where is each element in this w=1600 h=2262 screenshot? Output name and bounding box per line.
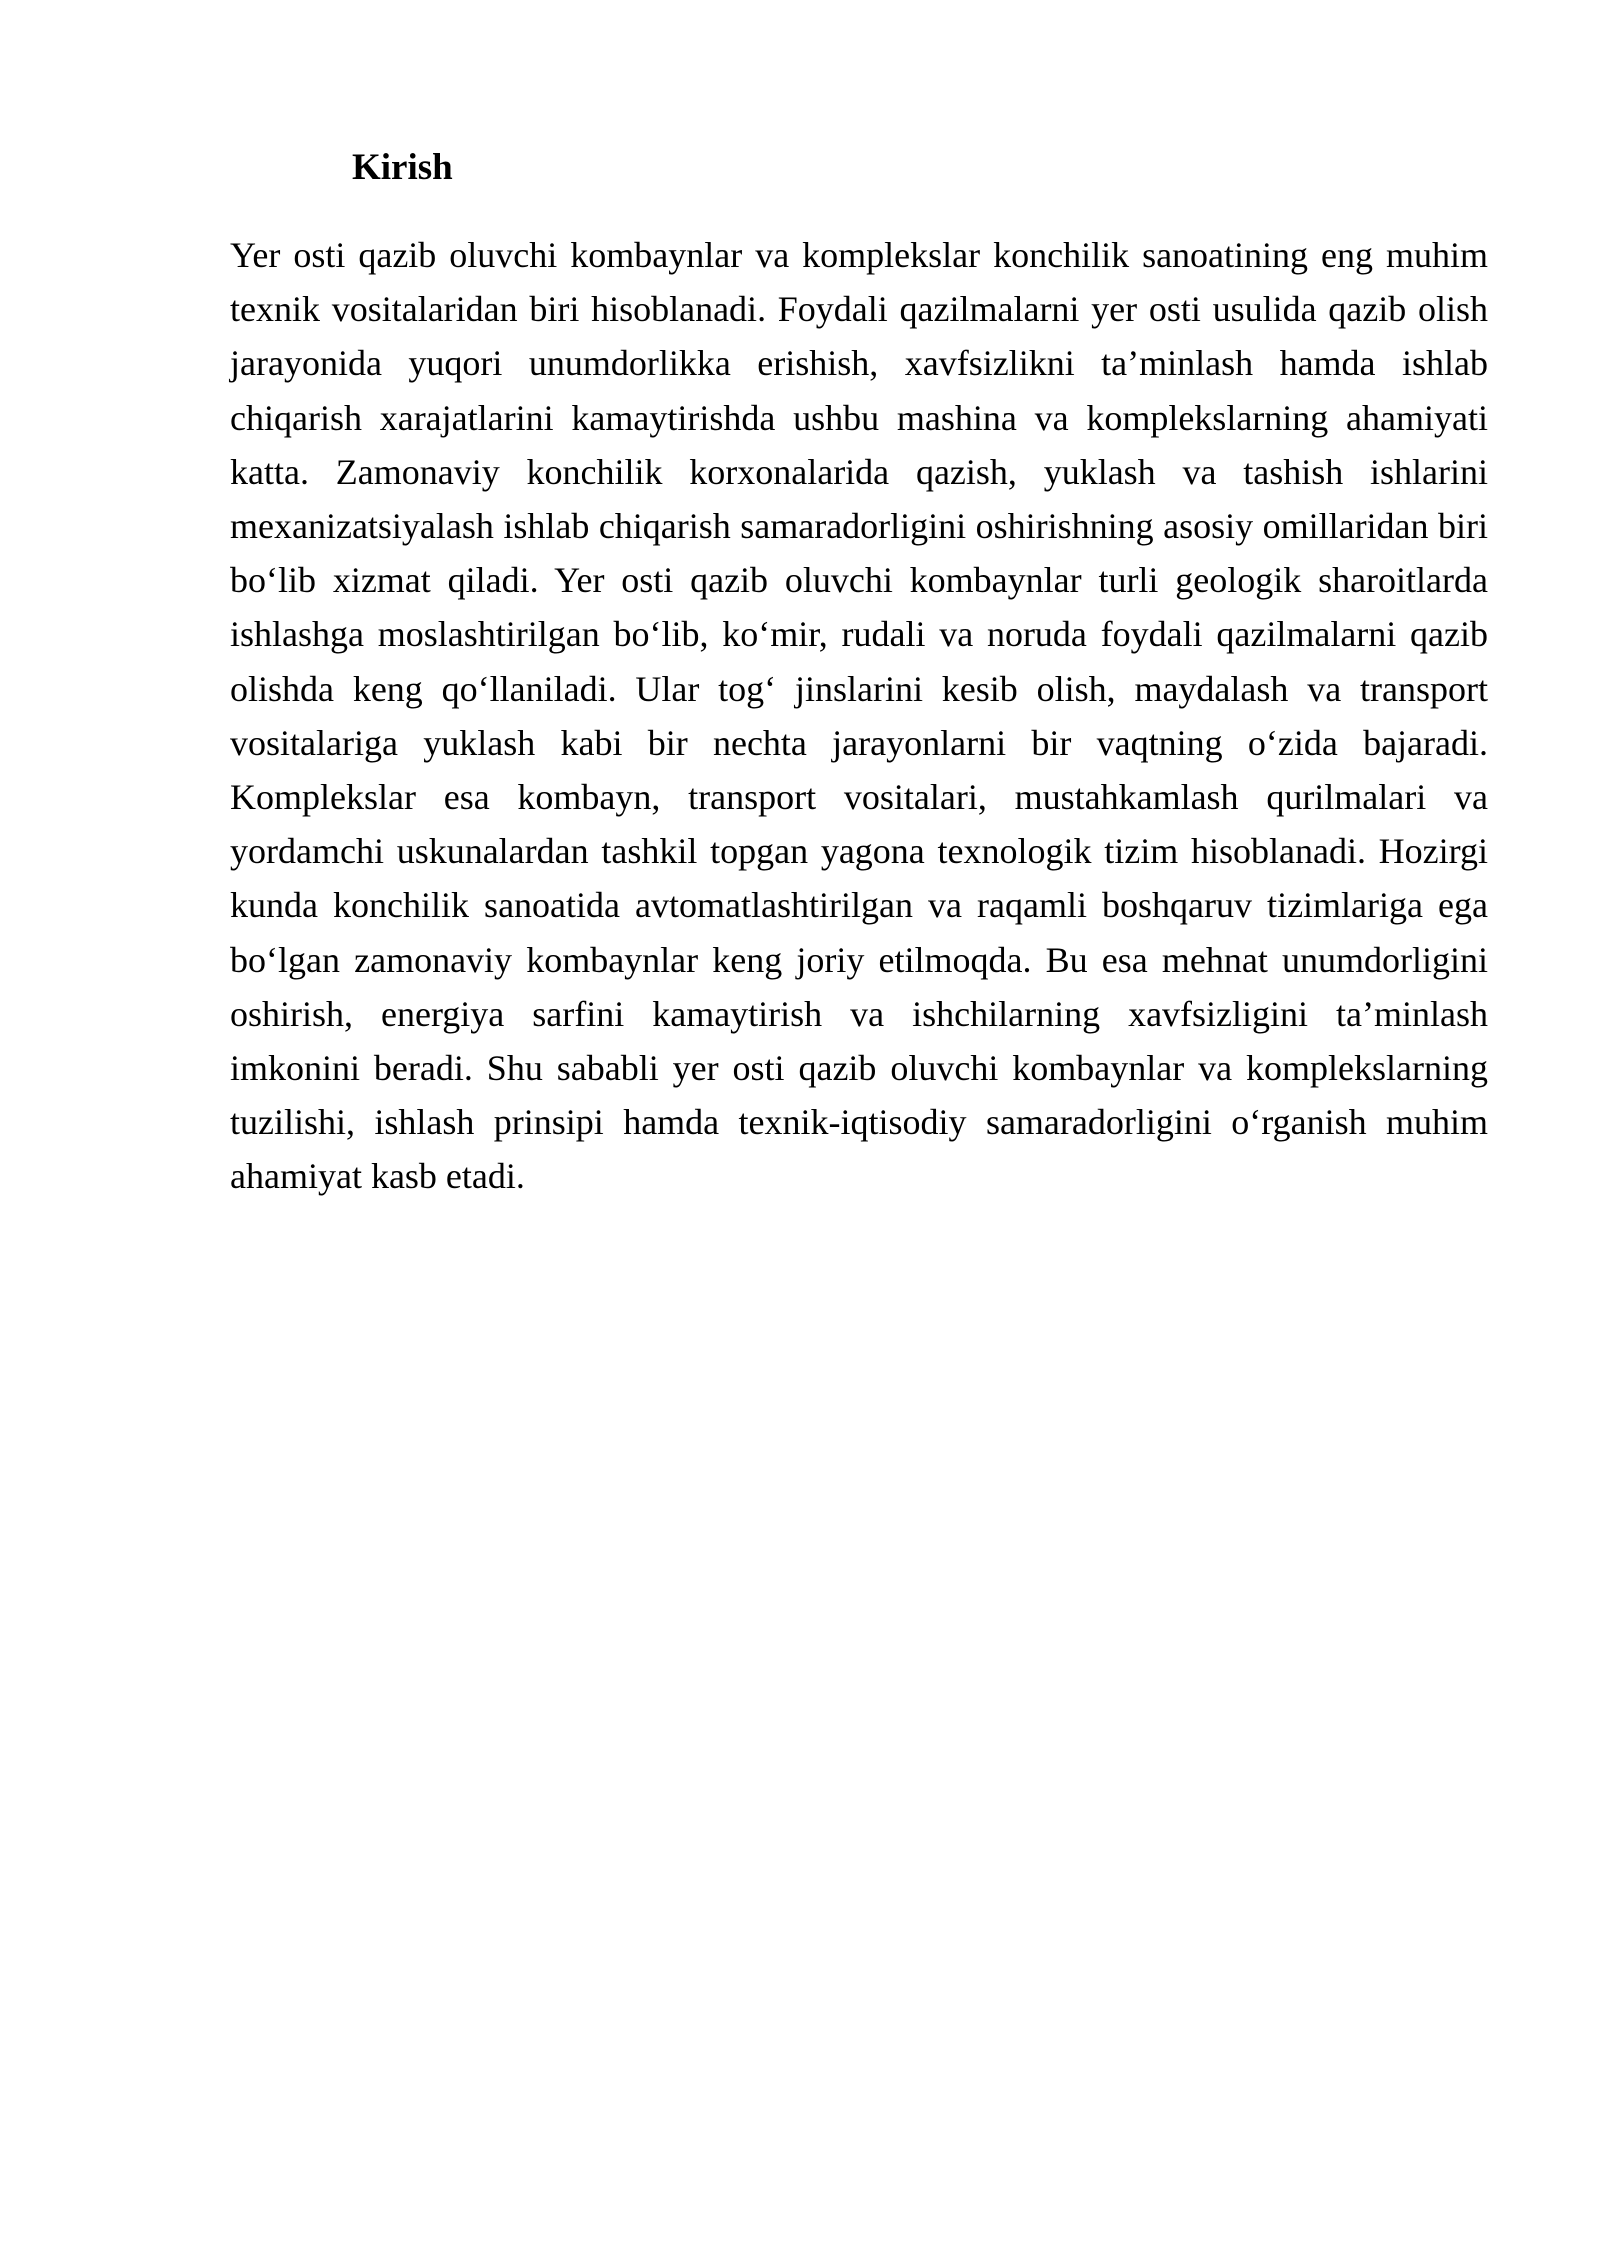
body-paragraph: Yer osti qazib oluvchi kombaynlar va komplekslar konchilik sanoatining eng muhim texnik vositalaridan biri hisoblanadi. Foydali qazilmalarni yer osti usulida qazib olish jarayonida yuqori unumdorlikka erishish, xavfsizlikni ta’minlash hamda ishlab chiqarish xarajatlarini kamaytirishda ushbu mashina va komplekslarning ahamiyati katta. Zamonaviy konchilik korxonalarida qazish, yuklash va tashish ishlarini mexanizatsiyalash ishlab chiqarish samaradorligini oshirishning asosiy omillaridan biri bo‘lib xizmat qiladi. Yer osti qazib oluvchi kombaynlar turli geologik sharoitlarda ishlashga moslashtirilgan bo‘lib, ko‘mir, rudali va noruda foydali qazilmalarni qazib olishda keng qo‘llaniladi. Ular tog‘ jinslarini kesib olish, maydalash va transport vositalariga yuklash kabi bir nechta jarayonlarni bir vaqtning o‘zida bajaradi. Komplekslar esa kombayn, transport vositalari, mustahkamlash qurilmalari va yordamchi uskunalardan tashkil topgan yagona texnologik tizim hisoblanadi. Hozirgi kunda konchilik sanoatida avtomatlashtirilgan va raqamli boshqaruv tizimlariga ega bo‘lgan zamonaviy kombaynlar keng joriy etilmoqda. Bu esa mehnat unumdorligini oshirish, energiya sarfini kamaytirish va ishchilarning xavfsizligini ta’minlash imkonini beradi. Shu sababli yer osti qazib oluvchi kombaynlar va komplekslarning tuzilishi, ishlash prinsipi hamda texnik-iqtisodiy samaradorligini o‘rganish muhim ahamiyat kasb etadi.	[230, 235, 1488, 1197]
section-heading: Kirish	[352, 147, 453, 188]
